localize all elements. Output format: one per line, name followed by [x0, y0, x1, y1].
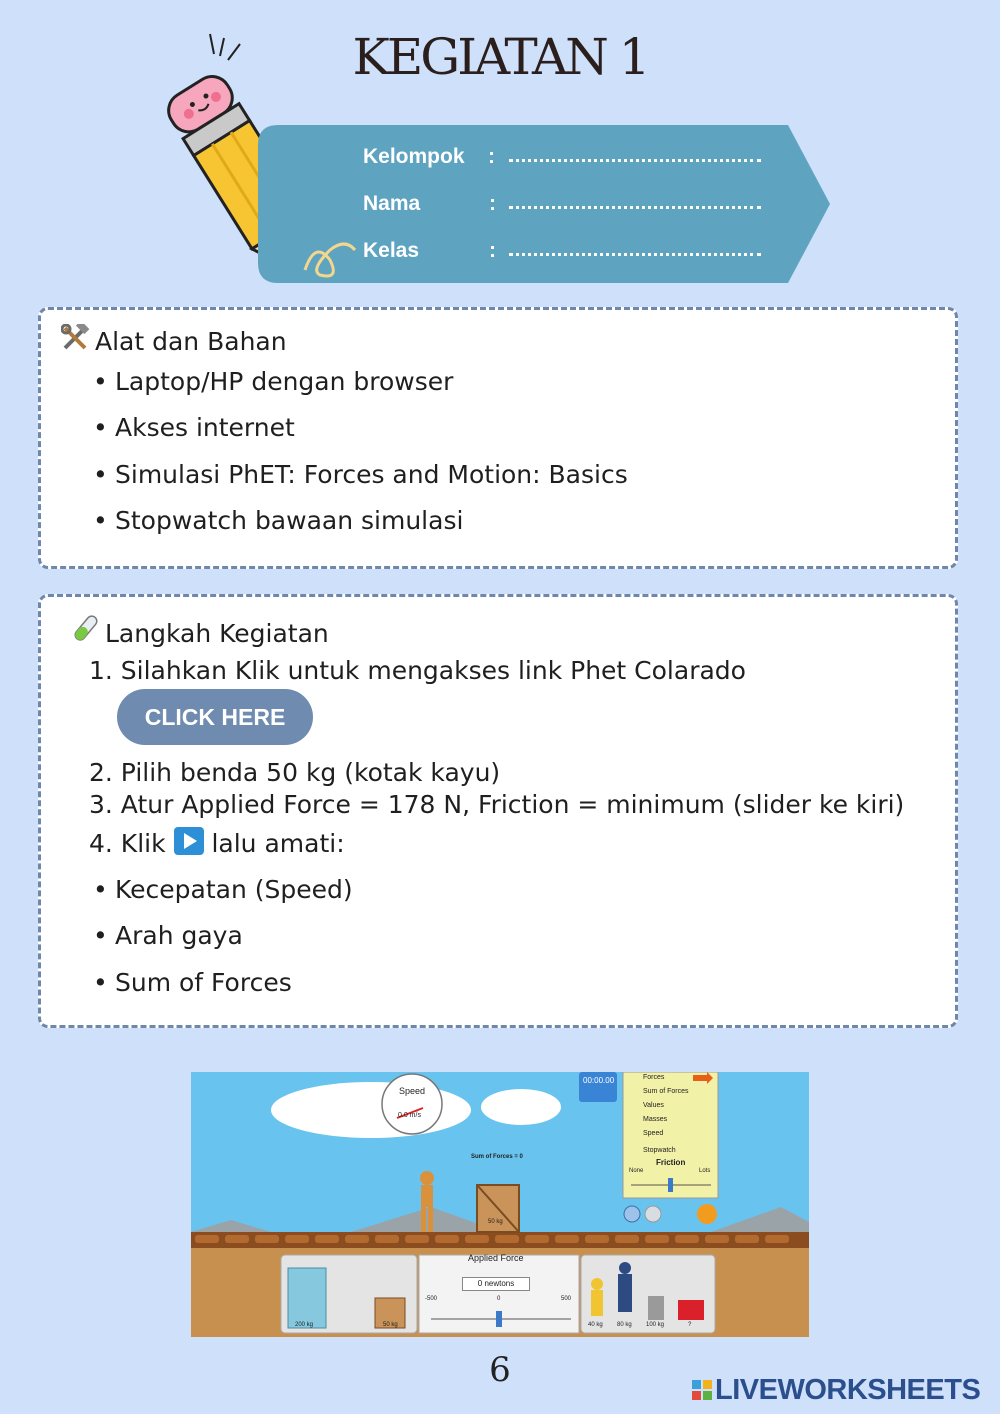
materials-heading-text: Alat dan Bahan	[95, 327, 287, 356]
phet-simulation-image	[191, 1072, 809, 1337]
field-label: Nama	[363, 192, 421, 215]
item-mass-label: 80 kg	[617, 1322, 632, 1328]
scale-min-label: -500	[425, 1296, 438, 1302]
step-4-suffix: lalu amati:	[211, 829, 345, 858]
step-2: 2. Pilih benda 50 kg (kotak kayu)	[89, 758, 501, 787]
field-label: Kelompok	[363, 145, 465, 168]
applied-force-value[interactable]: 0 newtons	[462, 1277, 530, 1291]
field-label: Kelas	[363, 239, 420, 262]
field-colon: :	[489, 192, 496, 215]
nama-input-line[interactable]	[509, 202, 761, 209]
brand-icon	[692, 1380, 712, 1400]
list-item: • Akses internet	[115, 413, 295, 442]
checkbox-sum-of-forces[interactable]: Sum of Forces	[643, 1088, 689, 1095]
step-4	[89, 827, 345, 858]
item-mass-label: 50 kg	[383, 1322, 398, 1328]
field-colon: :	[489, 239, 496, 262]
list-item: • Simulasi PhET: Forces and Motion: Basics	[115, 460, 628, 489]
kelas-input-line[interactable]	[509, 249, 761, 256]
materials-heading	[61, 324, 287, 356]
step-4-prefix: 4. Klik	[89, 829, 166, 858]
steps-heading-text: Langkah Kegiatan	[105, 619, 329, 648]
swirl-decoration	[300, 230, 360, 280]
click-here-button[interactable]: CLICK HERE	[117, 689, 313, 745]
step-3: 3. Atur Applied Force = 178 N, Friction = minimum (slider ke kiri)	[89, 790, 905, 819]
list-item: • Sum of Forces	[115, 968, 292, 997]
identity-banner	[258, 125, 830, 283]
brand-text: LIVEWORKSHEETS	[715, 1374, 981, 1406]
speed-value: 0.0 m/s	[398, 1112, 421, 1119]
field-colon: :	[488, 145, 495, 168]
page-number: 6	[489, 1350, 511, 1390]
scale-max-label: 500	[561, 1296, 572, 1302]
speed-title: Speed	[399, 1086, 426, 1096]
item-mass-label: ?	[688, 1322, 692, 1328]
step-1: 1. Silahkan Klik untuk mengakses link Phet Colarado	[89, 656, 746, 685]
sum-of-forces-label: Sum of Forces = 0	[471, 1154, 523, 1160]
friction-none-label: None	[629, 1168, 644, 1174]
kelompok-input-line[interactable]	[509, 155, 761, 162]
checkbox-values[interactable]: Values	[643, 1102, 664, 1109]
steps-heading	[71, 614, 329, 648]
item-mass-label: 40 kg	[588, 1322, 603, 1328]
friction-lots-label: Lots	[699, 1168, 711, 1174]
item-mass-label: 100 kg	[646, 1322, 665, 1328]
steps-box	[38, 594, 958, 1028]
applied-force-title: Applied Force	[468, 1253, 524, 1263]
list-item: • Arah gaya	[115, 921, 243, 950]
checkbox-forces[interactable]: Forces	[643, 1074, 665, 1081]
checkbox-speed[interactable]: Speed	[643, 1130, 664, 1137]
list-item: • Stopwatch bawaan simulasi	[115, 506, 463, 535]
hammer-and-wrench-icon	[61, 324, 91, 350]
list-item: • Kecepatan (Speed)	[115, 875, 353, 904]
materials-box	[38, 307, 958, 569]
test-tube-icon	[71, 614, 101, 642]
item-mass-label: 200 kg	[295, 1322, 314, 1328]
play-icon	[174, 827, 204, 855]
page-title: KEGIATAN 1	[352, 28, 648, 86]
stopwatch-display: 00:00.00	[583, 1076, 615, 1085]
friction-title: Friction	[656, 1158, 686, 1167]
liveworksheets-logo	[692, 1374, 980, 1407]
checkbox-stopwatch[interactable]: Stopwatch	[643, 1147, 676, 1154]
crate-mass-label: 50 kg	[488, 1219, 503, 1225]
list-item: • Laptop/HP dengan browser	[115, 367, 453, 396]
scale-mid-label: 0	[497, 1296, 501, 1302]
checkbox-masses[interactable]: Masses	[643, 1116, 668, 1123]
